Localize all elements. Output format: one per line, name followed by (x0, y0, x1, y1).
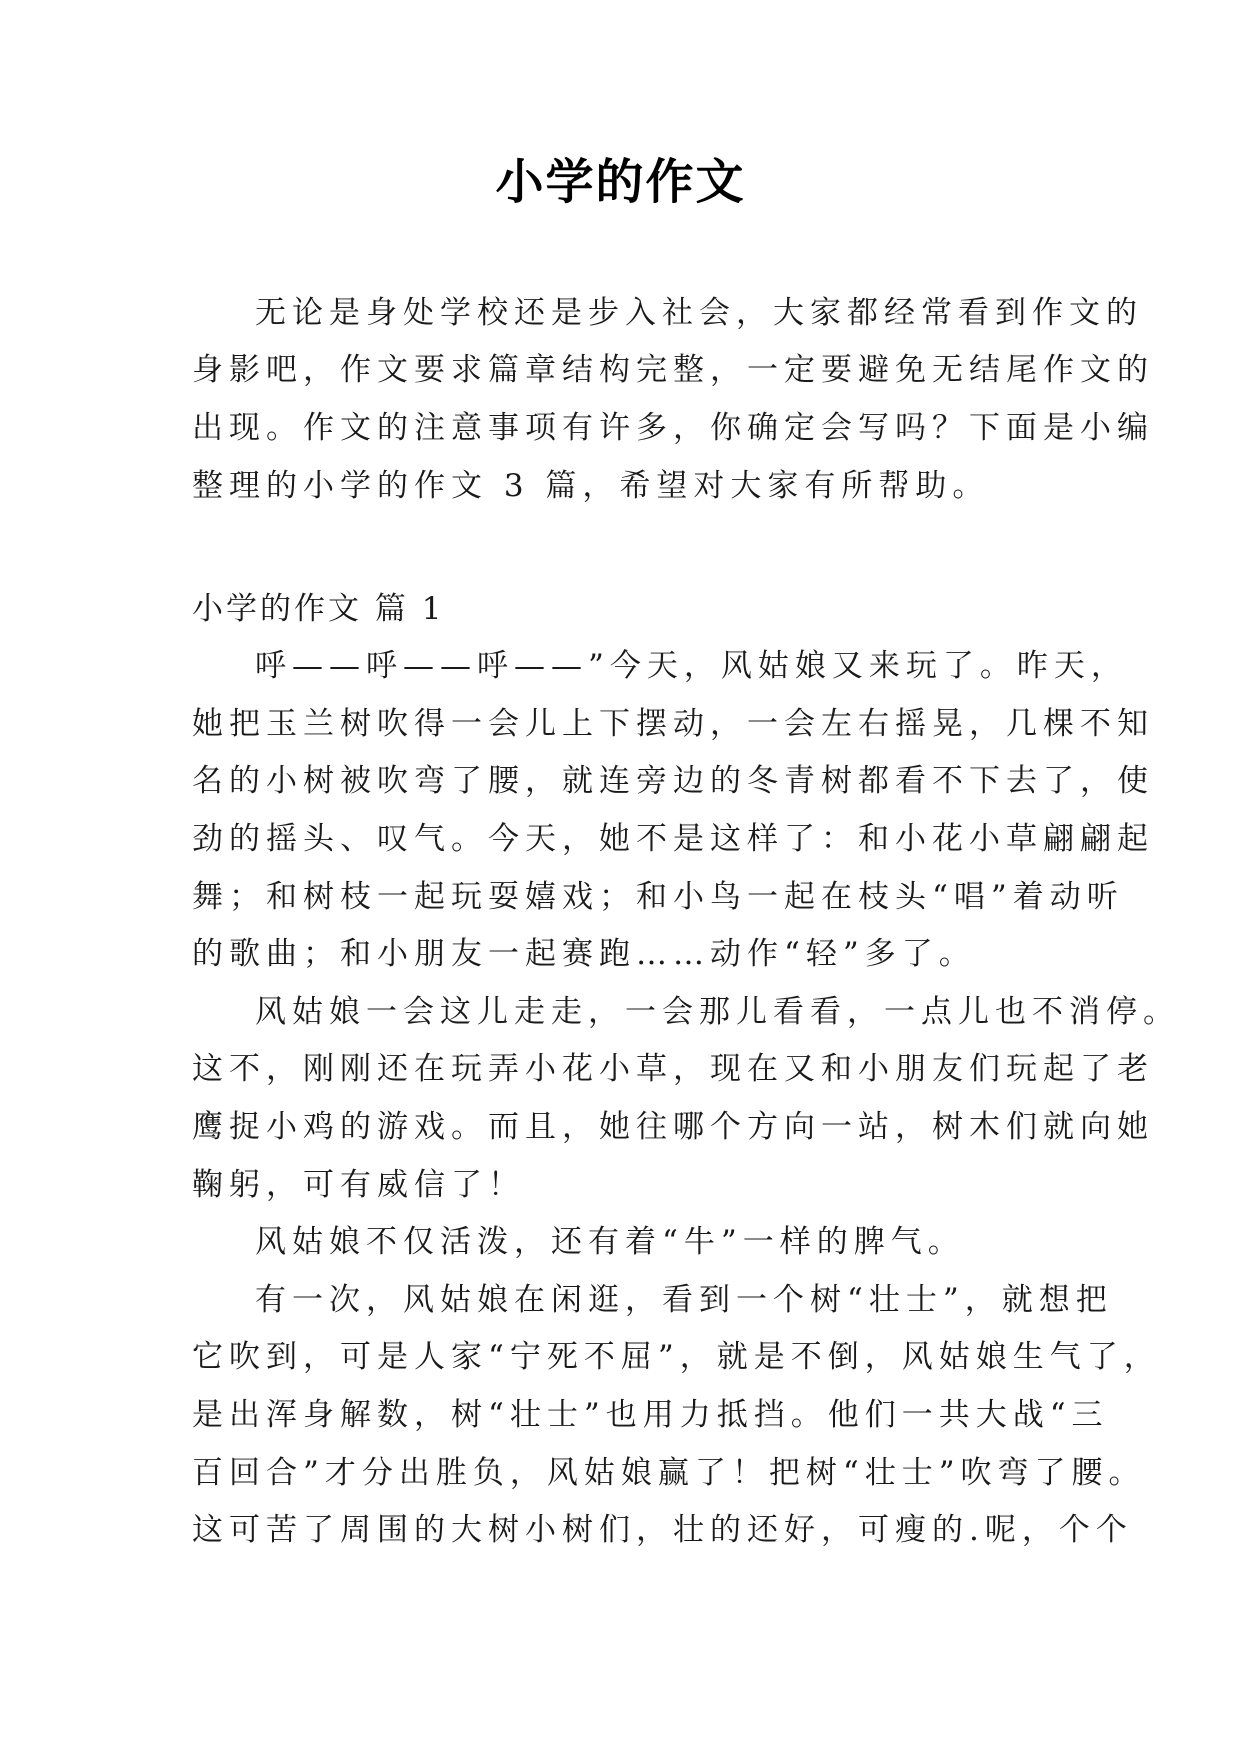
body-line: 呼——呼——呼——”今天，风姑娘又来玩了。昨天， (255, 648, 1128, 684)
body-line: 这可苦了周围的大树小树们，壮的还好，可瘦的.呢，个个 (192, 1512, 1133, 1548)
body-line: 她把玉兰树吹得一会儿上下摆动，一会左右摇晃，几棵不知 (192, 706, 1154, 742)
body-line: 鞠躬，可有威信了！ (192, 1167, 525, 1203)
body-line: 是出浑身解数，树“壮士”也用力抵挡。他们一共大战“三 (192, 1397, 1109, 1433)
body-line: 风姑娘一会这儿走走，一会那儿看看，一点儿也不消停。 (255, 994, 1180, 1030)
body-line: 鹰捉小鸡的游戏。而且，她往哪个方向一站，树木们就向她 (192, 1109, 1154, 1145)
body-line: 百回合”才分出胜负，风姑娘赢了！把树“壮士”吹弯了腰。 (192, 1455, 1146, 1491)
intro-line: 无论是身处学校还是步入社会，大家都经常看到作文的 (255, 295, 1143, 331)
body-line: 它吹到，可是人家“宁死不屈”，就是不倒，风姑娘生气了， (192, 1339, 1161, 1375)
body-line: 名的小树被吹弯了腰，就连旁边的冬青树都看不下去了，使 (192, 763, 1154, 799)
document-title: 小学的作文 (495, 154, 746, 210)
body-line: 的歌曲；和小朋友一起赛跑……动作“轻”多了。 (192, 936, 976, 972)
body-line: 有一次，风姑娘在闲逛，看到一个树“壮士”，就想把 (255, 1282, 1113, 1318)
body-line: 这不，刚刚还在玩弄小花小草，现在又和小朋友们玩起了老 (192, 1051, 1154, 1087)
section-heading: 小学的作文 篇 1 (192, 591, 445, 627)
body-line: 风姑娘不仅活泼，还有着“牛”一样的脾气。 (255, 1224, 965, 1260)
intro-line: 整理的小学的作文 3 篇，希望对大家有所帮助。 (192, 468, 990, 504)
intro-line: 出现。作文的注意事项有许多，你确定会写吗？下面是小编 (192, 410, 1154, 446)
body-line: 劲的摇头、叹气。今天，她不是这样了：和小花小草翩翩起 (192, 821, 1154, 857)
intro-line: 身影吧，作文要求篇章结构完整，一定要避免无结尾作文的 (192, 352, 1154, 388)
body-line: 舞；和树枝一起玩耍嬉戏；和小鸟一起在枝头“唱”着动听 (192, 879, 1124, 915)
